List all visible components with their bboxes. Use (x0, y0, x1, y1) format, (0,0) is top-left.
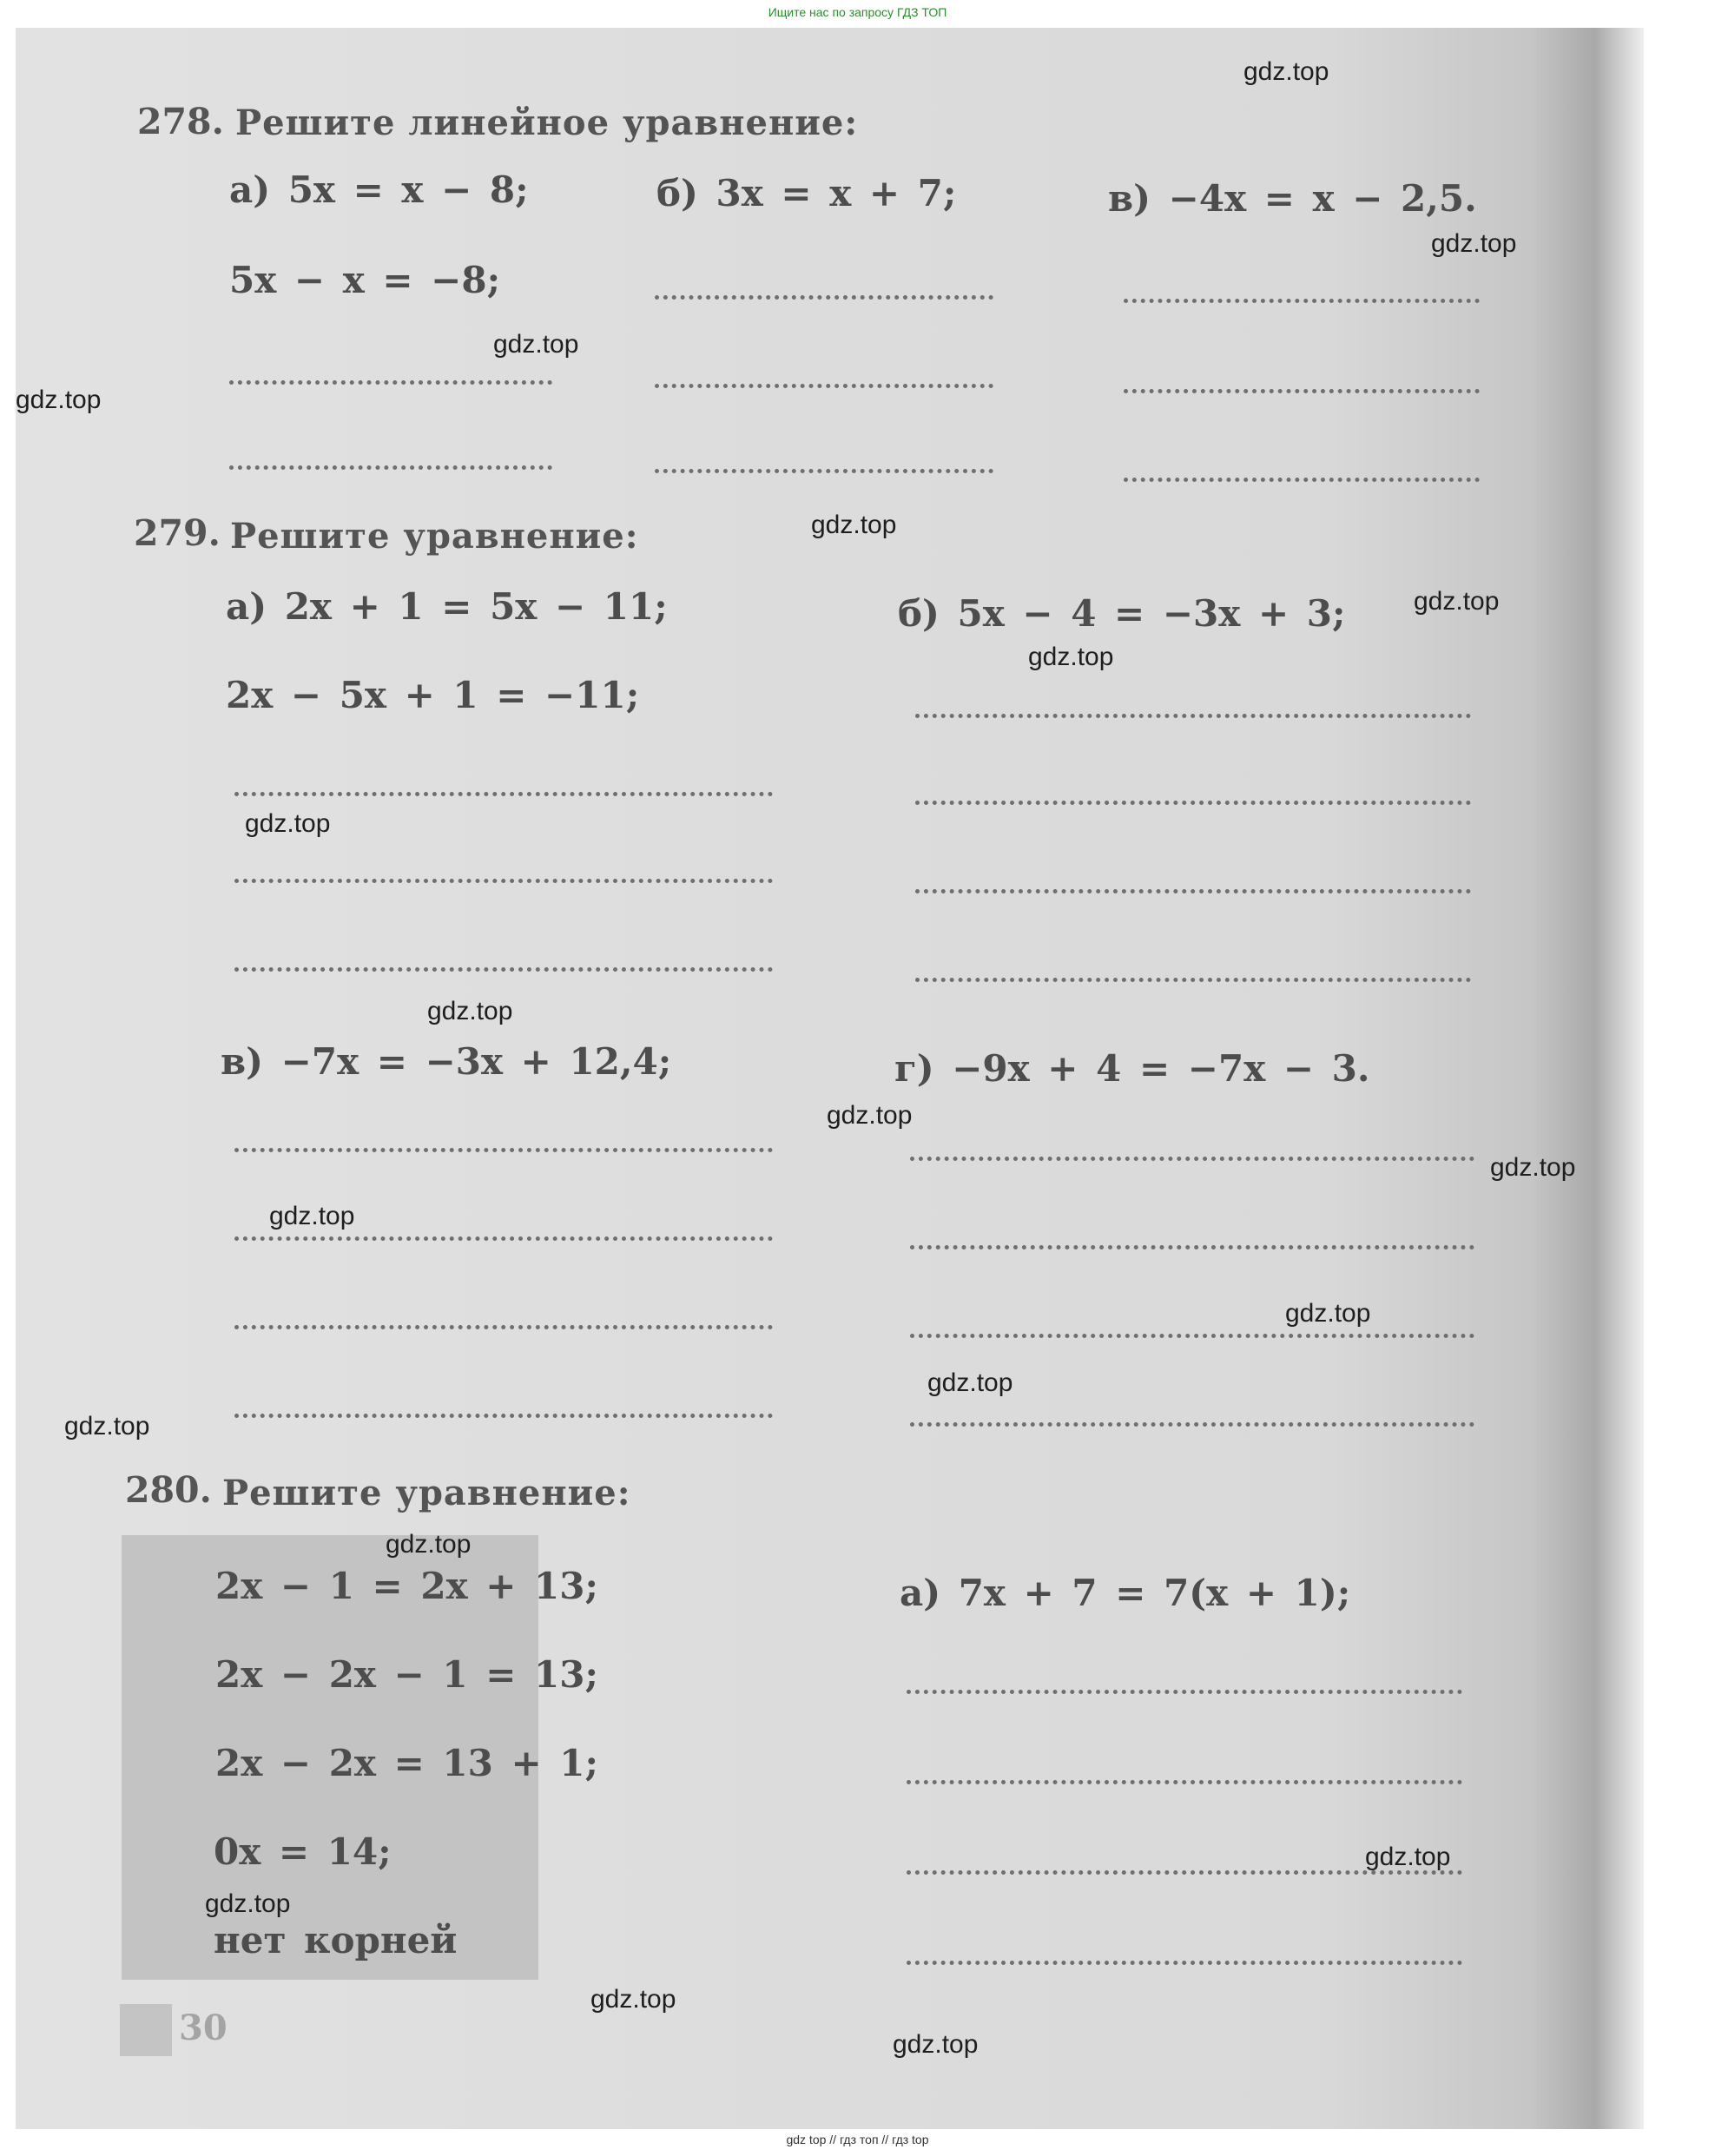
page-number: 30 (179, 2008, 228, 2048)
watermark: gdz.top (269, 1202, 355, 1230)
watermark: gdz.top (205, 1889, 291, 1918)
answer-line (234, 1414, 773, 1418)
answer-line (1124, 478, 1480, 482)
watermark: gdz.top (893, 2030, 979, 2059)
answer-line (655, 295, 993, 300)
answer-line (910, 1245, 1474, 1249)
exercise-279-a-step1: 2x − 5x + 1 = −11; (226, 674, 640, 716)
watermark: gdz.top (493, 330, 579, 359)
watermark: gdz.top (1365, 1843, 1451, 1871)
watermark: gdz.top (927, 1368, 1013, 1397)
watermark: gdz.top (427, 997, 513, 1025)
answer-line (234, 967, 773, 972)
answer-line (910, 1157, 1474, 1161)
answer-line (234, 1236, 773, 1241)
example-answer: нет корней (214, 1919, 458, 1961)
example-line: 2x − 1 = 2x + 13; (215, 1565, 599, 1607)
answer-line (915, 714, 1471, 718)
answer-line (234, 1325, 773, 1329)
example-line: 2x − 2x − 1 = 13; (215, 1653, 599, 1696)
answer-line (229, 380, 552, 385)
answer-line (907, 1961, 1462, 1965)
answer-line (907, 1690, 1462, 1694)
answer-line (655, 469, 993, 473)
answer-line (234, 1148, 773, 1152)
exercise-278-c: в) −4x = x − 2,5. (1108, 177, 1477, 220)
answer-line (234, 792, 773, 796)
watermark: gdz.top (1028, 643, 1114, 671)
answer-line (655, 384, 993, 388)
page-number-marker (120, 2004, 172, 2056)
exercise-278-title: Решите линейное уравнение: (235, 102, 859, 143)
top-banner: Ищите нас по запросу ГДЗ ТОП (768, 5, 947, 19)
watermark: gdz.top (16, 386, 102, 414)
watermark: gdz.top (827, 1101, 913, 1130)
example-line: 0x = 14; (214, 1830, 392, 1873)
example-line: 2x − 2x = 13 + 1; (215, 1742, 599, 1784)
watermark: gdz.top (1431, 229, 1517, 258)
exercise-279-a: а) 2x + 1 = 5x − 11; (226, 585, 668, 628)
watermark: gdz.top (245, 809, 331, 838)
exercise-280-number: 280. (125, 1469, 212, 1511)
exercise-279-b: б) 5x − 4 = −3x + 3; (898, 592, 1346, 635)
answer-line (910, 1334, 1474, 1338)
exercise-278-a-step1: 5x − x = −8; (229, 259, 501, 301)
exercise-280-a: а) 7x + 7 = 7(x + 1); (900, 1572, 1351, 1614)
exercise-278-number: 278. (137, 101, 224, 142)
textbook-page (16, 28, 1644, 2129)
answer-line (910, 1422, 1474, 1427)
exercise-278-b: б) 3x = x + 7; (656, 172, 957, 214)
answer-line (234, 879, 773, 883)
answer-line (907, 1780, 1462, 1784)
watermark: gdz.top (1490, 1153, 1576, 1182)
exercise-279-title: Решите уравнение: (230, 516, 639, 557)
watermark: gdz.top (590, 1985, 676, 2014)
watermark: gdz.top (64, 1412, 150, 1441)
watermark: gdz.top (1243, 57, 1329, 86)
answer-line (229, 465, 552, 470)
exercise-279-number: 279. (134, 512, 221, 554)
watermark: gdz.top (1285, 1299, 1371, 1328)
bottom-banner: gdz top // гдз топ // гдз top (786, 2133, 929, 2146)
watermark: gdz.top (1414, 587, 1500, 616)
watermark: gdz.top (811, 511, 897, 539)
exercise-278-a: а) 5x = x − 8; (229, 168, 529, 211)
exercise-280-title: Решите уравнение: (222, 1473, 631, 1513)
answer-line (915, 978, 1471, 982)
answer-line (915, 801, 1471, 805)
answer-line (915, 889, 1471, 893)
answer-line (1124, 389, 1480, 393)
exercise-279-c: в) −7x = −3x + 12,4; (221, 1040, 672, 1083)
exercise-279-d: г) −9x + 4 = −7x − 3. (894, 1047, 1370, 1090)
answer-line (1124, 299, 1480, 303)
watermark: gdz.top (386, 1530, 472, 1559)
